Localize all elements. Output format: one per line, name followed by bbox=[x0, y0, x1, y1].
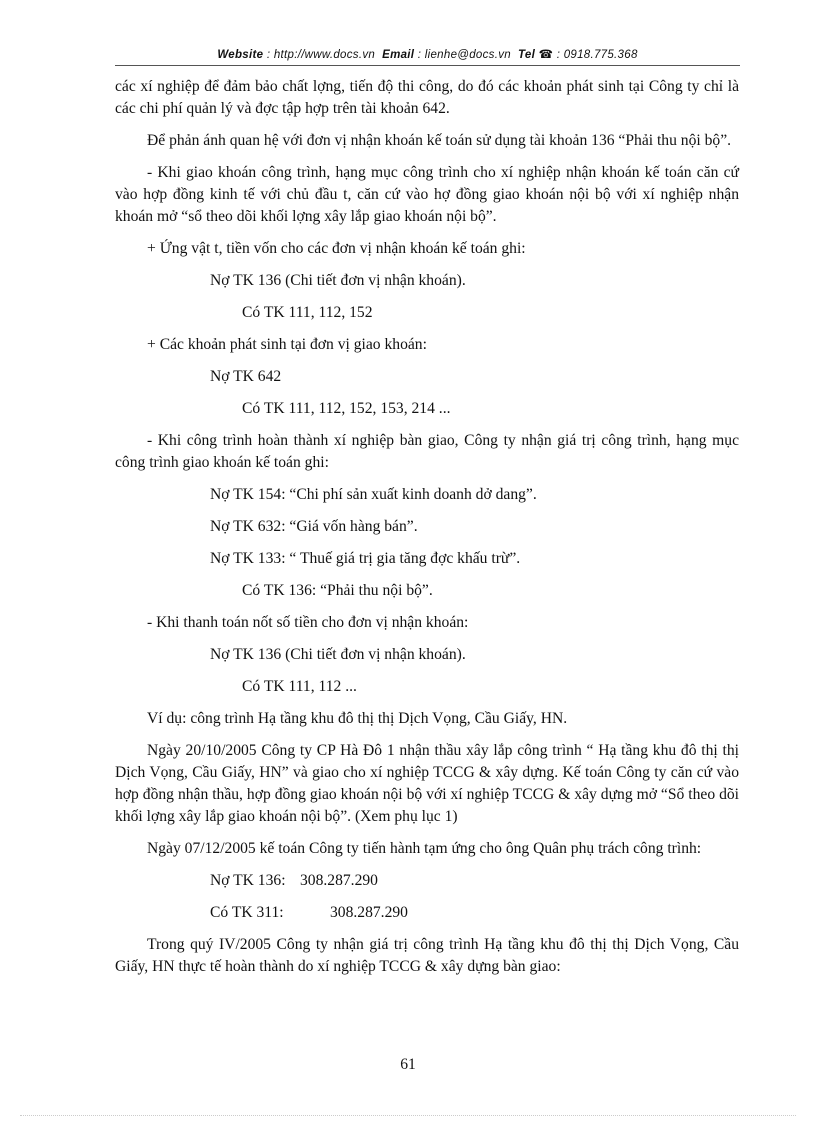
journal-entry: Có TK 111, 112, 152, 153, 214 ... bbox=[242, 400, 451, 417]
website-label: Website bbox=[217, 49, 264, 61]
journal-entry bbox=[115, 870, 739, 892]
journal-entry: Nợ TK 154: “Chi phí sản xuất kinh doanh dở dang”. bbox=[210, 486, 537, 503]
journal-entry: Nợ TK 136 (Chi tiết đơn vị nhận khoán). bbox=[210, 272, 466, 289]
paragraph: các xí nghiệp để đảm bảo chất lợng, tiến độ thi công, do đó các khoản phát sinh tại Công ty chỉ là các chi phí quản lý và đợc tập hợp trên tài khoản 642. bbox=[115, 78, 739, 117]
page-header bbox=[115, 47, 740, 61]
entry-account: Nợ TK 136: bbox=[210, 872, 286, 889]
document-body bbox=[115, 76, 739, 978]
journal-entry: Có TK 111, 112, 152 bbox=[242, 304, 373, 321]
page-number: 61 bbox=[400, 1056, 416, 1073]
paragraph: - Khi giao khoán công trình, hạng mục công trình cho xí nghiệp nhận khoán kế toán căn cứ vào hợp đồng kinh tế với chủ đầu t, căn cứ vào hợ đồng giao khoán nội bộ với xí nghiệp nhận khoán mở “sổ theo dõi khối lợng xây lắp giao khoán nội bộ”. bbox=[115, 164, 739, 225]
journal-entry: Nợ TK 136 (Chi tiết đơn vị nhận khoán). bbox=[210, 646, 466, 663]
entry-amount: 308.287.290 bbox=[330, 904, 408, 921]
paragraph: + Ứng vật t, tiền vốn cho các đơn vị nhận khoán kế toán ghi: bbox=[147, 240, 526, 257]
footer-divider bbox=[20, 1115, 796, 1116]
paragraph: Ngày 07/12/2005 kế toán Công ty tiến hành tạm ứng cho ông Quân phụ trách công trình: bbox=[147, 840, 702, 857]
header-divider bbox=[115, 65, 740, 66]
email-value: : lienhe@docs.vn bbox=[417, 49, 511, 61]
paragraph: Ngày 20/10/2005 Công ty CP Hà Đô 1 nhận thầu xây lắp công trình “ Hạ tầng khu đô thị thị Dịch Vọng, Cầu Giấy, HN” và giao cho xí nghiệp TCCG & xây dựng. Kế toán Công ty căn cứ vào hợp đồng nhận thầu, hợp đồng giao khoán nội bộ với xí nghiệp TCCG & xây dựng mở “Sổ theo dõi khối lợng xây lắp giao khoán nội bộ”. (Xem phụ lục 1) bbox=[115, 742, 739, 825]
journal-entry bbox=[115, 902, 739, 924]
paragraph: - Khi công trình hoàn thành xí nghiệp bàn giao, Công ty nhận giá trị công trình, hạng mục công trình giao khoán kế toán ghi: bbox=[115, 432, 739, 471]
website-value: : http://www.docs.vn bbox=[266, 49, 376, 61]
tel-label: Tel bbox=[517, 49, 536, 61]
paragraph: Trong quý IV/2005 Công ty nhận giá trị công trình Hạ tầng khu đô thị thị Dịch Vọng, Cầu Giấy, HN thực tế hoàn thành do xí nghiệp TCCG & xây dựng bàn giao: bbox=[115, 936, 739, 975]
entry-amount: 308.287.290 bbox=[300, 872, 378, 889]
paragraph: Để phản ánh quan hệ với đơn vị nhận khoán kế toán sử dụng tài khoản 136 “Phải thu nội bộ”. bbox=[147, 132, 732, 149]
journal-entry: Nợ TK 632: “Giá vốn hàng bán”. bbox=[210, 518, 418, 535]
paragraph: + Các khoản phát sinh tại đơn vị giao khoán: bbox=[147, 336, 427, 353]
journal-entry: Có TK 111, 112 ... bbox=[242, 678, 357, 695]
journal-entry: Nợ TK 642 bbox=[210, 368, 282, 385]
journal-entry: Nợ TK 133: “ Thuế giá trị gia tăng đợc khấu trừ”. bbox=[210, 550, 521, 567]
entry-account: Có TK 311: bbox=[210, 904, 284, 921]
tel-value: ☎ : 0918.775.368 bbox=[538, 49, 638, 61]
journal-entry: Có TK 136: “Phải thu nội bộ”. bbox=[242, 582, 433, 599]
email-label: Email bbox=[382, 49, 415, 61]
paragraph: Ví dụ: công trình Hạ tầng khu đô thị thị Dịch Vọng, Cầu Giấy, HN. bbox=[147, 710, 568, 727]
paragraph: - Khi thanh toán nốt số tiền cho đơn vị nhận khoán: bbox=[147, 614, 469, 631]
